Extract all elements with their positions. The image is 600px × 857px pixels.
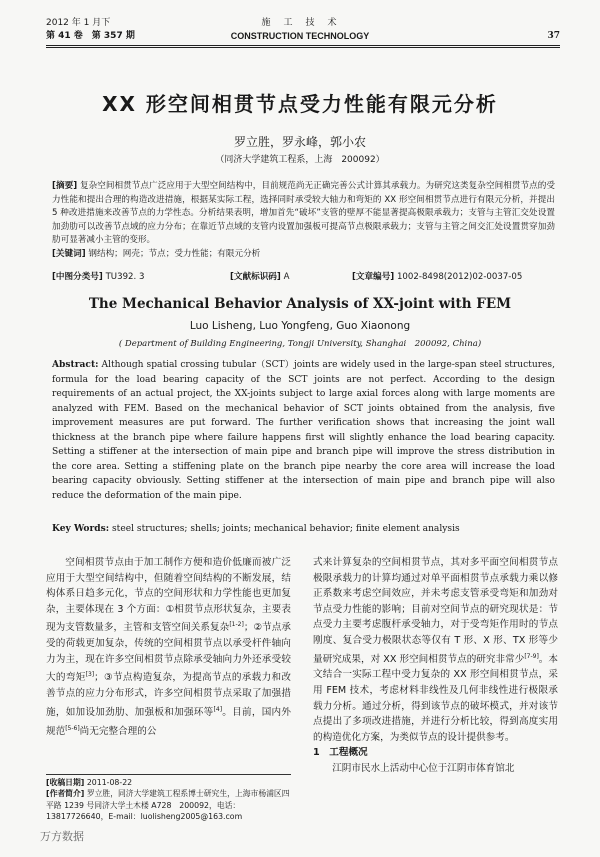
watermark: 万方数据: [40, 830, 84, 843]
body-left-text-3: ；③节点构造复杂，为提高节点的承载力和改善节点的应力分布形式，许多空间相贯节点采取了加强措施，如加设加劲肋、加强板和加强环等: [46, 672, 291, 718]
author-bio-text: 罗立胜，同济大学建筑工程系博士研究生，上海市杨浦区四平路 1239 号同济大学土木楼 A728 200092，电话：13817726640，E-mail：luolisheng2005@163.com: [46, 789, 290, 822]
body-left-column: [46, 555, 291, 739]
author-bio-label: [作者简介]: [46, 789, 85, 799]
citation: [1-2]: [229, 621, 244, 629]
volume-issue: 第 41 卷 第 357 期: [46, 31, 135, 41]
received-label: [收稿日期]: [46, 778, 85, 787]
keywords-cn-text: 钢结构；网壳；节点；受力性能；有限元分析: [88, 248, 261, 259]
keywords-en-text: steel structures; shells; joints; mechanical behavior; finite element analysis: [112, 524, 460, 534]
citation: [7-9]: [524, 652, 539, 660]
section-text: 江阴市民水上活动中心位于江阴市体育馆北: [332, 762, 515, 774]
article-no-value: 1002-8498(2012)02-0037-05: [396, 272, 523, 282]
abstract-cn-text: 复杂空间相贯节点广泛应用于大型空间结构中，目前规范尚无正确完善公式计算其承载力。为研究这类复杂空间相贯节点的受力性能和提出合理的构造改进措施，根据某实际工程，选择同时承受较大轴力和弯矩的 XX 形空间相贯节点进行有限元分析，并提出 5 种改进措施来改善节点的力学性态。分析结果表明，增加首先“破坏”支管的壁厚不能显著提高极限承载力；支管与主管汇交处设置加劲肋可以改善节点域的应力分布；在靠近节点域的支管内设置加强板可提高节点极限承载力；支管与主管之间交汇处设置贯穿加劲肋可显著减小主管的变形。: [52, 181, 555, 246]
body-left-text-4: 。目前，国内外规范: [46, 706, 292, 737]
article-no-label: [文章编号]: [352, 272, 395, 282]
doc-code-label: [文献标识码]: [230, 272, 281, 282]
clc-label: [中图分类号]: [52, 272, 103, 282]
abstract-en-label: Abstract:: [52, 359, 99, 370]
citation: [5-6]: [65, 724, 80, 732]
body-right-text-2: 。本文结合一实际工程中受力复杂的 XX 形空间相贯节点，采用 FEM 技术，考虑材料非线性及几何非线性进行极限承载力分析。通过分析，得到该节点的破坏模式，并对该节点提出了多项改进措施，并进行分析比较，得到高度实用的构造优化方案，为类似节点的设计提供参考。: [313, 653, 559, 743]
authors-cn: 罗立胜，罗永峰，郭小农: [233, 135, 366, 149]
paper-title-en: The Mechanical Behavior Analysis of XX-joint with FEM: [88, 296, 512, 312]
keywords-en-label: Key Words:: [52, 523, 110, 534]
authors-en: Luo Lisheng, Luo Yongfeng, Guo Xiaonong: [189, 320, 411, 332]
journal-title-cn: 施 工 技 术: [261, 18, 339, 28]
citation: [3]: [85, 671, 95, 679]
header-rule-thin: [46, 47, 560, 48]
body-left-text-1: 空间相贯节点由于加工制作方便和造价低廉而被广泛应用于大型空间结构中，但随着空间结构的不断发展，结构体系日趋多元化，节点的空间形状和力学性能也更加复杂，主要体现在 3 个方面：①相贯节点形状复杂，主要表现为支管数量多，主管和支管空间关系复杂: [46, 557, 291, 634]
doc-code-value: A: [283, 272, 290, 282]
body-left-text-2: ；②节点承受的荷载更加复杂，传统的空间相贯节点以承受杆件轴向力为主，现在许多空间相贯节点除承受轴向力外还承受较大的弯矩: [46, 622, 292, 684]
header-rule: [46, 45, 560, 46]
clc-value: TU392. 3: [105, 272, 145, 282]
body-left-text-5: 尚无完整合理的公: [79, 725, 157, 737]
journal-title-en: CONSTRUCTION TECHNOLOGY: [230, 31, 370, 41]
issue-date: 2012 年 1 月下: [46, 18, 111, 28]
affiliation-en: ( Department of Building Engineering, Tongji University, Shanghai 200092, China): [118, 339, 482, 349]
abstract-en: [52, 358, 555, 503]
received-date: 2011-08-22: [86, 778, 133, 787]
keywords-en: [52, 523, 555, 534]
keywords-cn-label: [关键词]: [52, 248, 86, 259]
footnote: [46, 774, 291, 823]
body-right-column: [313, 555, 558, 777]
section-title: 1 工程概况: [313, 747, 368, 759]
abstract-cn: [52, 180, 555, 262]
paper-title-cn: XX 形空间相贯节点受力性能有限元分析: [102, 92, 498, 116]
abstract-cn-label: [摘要]: [52, 181, 78, 191]
page-number: 37: [547, 31, 560, 41]
affiliation-cn: （同济大学建筑工程系，上海 200092）: [215, 155, 385, 165]
body-right-text-1: 式来计算复杂的空间相贯节点，其对多平面空间相贯节点极限承载力的计算均通过对单平面相贯节点承载力乘以修正系数来考虑空间效应，并未考虑支管承受弯矩和加劲对节点受力性能的影响；目前对空间节点的研究现状是：节点受力主要考虑腹杆承受轴力，对于受弯矩作用时的节点刚度、复合受力极限状态等仅有 T 形、X 形、TX 形等少量研究成果，对 XX 形空间相贯节点的研究非常少: [313, 557, 558, 665]
citation: [4]: [213, 705, 223, 713]
abstract-en-text: Although spatial crossing tubular（SCT）joints are widely used in the large-span steel structures, formula for the load bearing capacity of the SCT joints are not perfect. According to the design requirements of an actual project, the XX-joints subject to large axial forces along with large moments are analyzed with FEM. Based on the mechanical behavior of SCT joints obtained from the analysis, five improvement measures are put forward. The further verification shows that increasing the joint wall thickness at the branch pipe where failure happens first will slightly enhance the load bearing capacity. Setting a stiffener at the intersection of main pipe and branch pipe will improve the stress distribution in the core area. Setting a stiffening plate on the branch pipe nearby the core area will increase the load bearing capacity obviously. Setting stiffener at the intersection of main pipe and branch pipe will also reduce the deformation of the main pipe.: [52, 360, 555, 501]
